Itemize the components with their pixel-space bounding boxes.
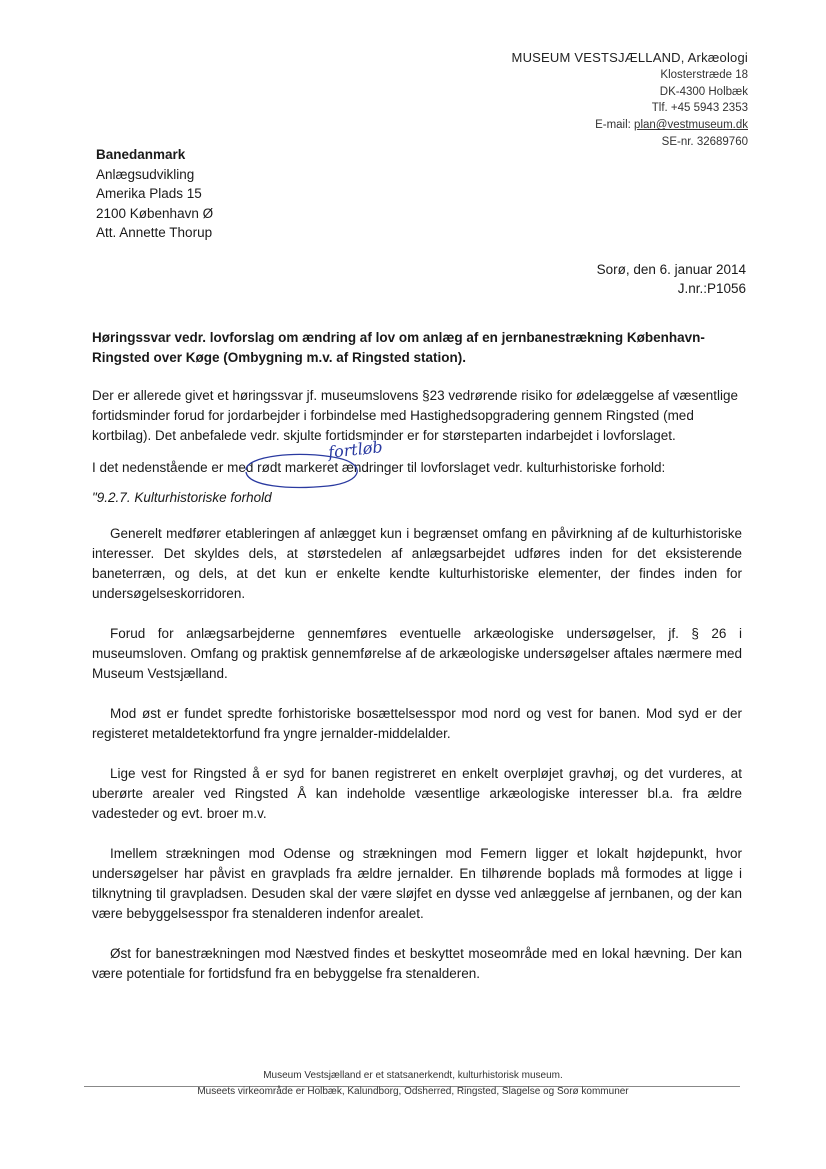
- recipient-att: Att. Annette Thorup: [96, 225, 213, 240]
- body-paragraph: Øst for banestrækningen mod Næstved findes et beskyttet moseområde med en lokal hævning. Der kan være potentiale for fortidsfund fra en bebyggelse fra stenalderen.: [92, 946, 742, 981]
- sender-email-link[interactable]: plan@vestmuseum.dk: [634, 119, 748, 132]
- subject-line: Høringssvar vedr. lovforslag om ændring af lov om anlæg af en jernbanestrækning København-Ringsted over Køge (Ombygning m.v. af Ringsted station).: [92, 330, 705, 365]
- sender-city: DK-4300 Holbæk: [659, 85, 748, 98]
- journal-number: J.nr.:P1056: [677, 281, 746, 296]
- section-heading: "9.2.7. Kulturhistoriske forhold: [92, 490, 272, 505]
- sender-email-row: [512, 117, 748, 134]
- recipient-street: Amerika Plads 15: [96, 186, 202, 201]
- recipient-name: Banedanmark: [96, 147, 186, 162]
- footer-line2: Museets virkeområde er Holbæk, Kalundborg, Odsherred, Ringsted, Slagelse og Sorø kommuner: [197, 1086, 629, 1097]
- recipient-address: [96, 145, 213, 243]
- sender-phone: Tlf. +45 5943 2353: [651, 102, 748, 115]
- place-date: Sorø, den 6. januar 2014: [596, 262, 746, 277]
- sender-se-nr: SE-nr. 32689760: [661, 135, 748, 148]
- body-paragraph: Lige vest for Ringsted å er syd for banen registreret en enkelt overpløjet gravhøj, og det vurderes, at uberørte arealer ved Ringsted Å kan indeholde væsentlige arkæologiske interesser bl.a. fra ældre vadesteder og evt. broer m.v.: [92, 766, 742, 821]
- sender-street: Klosterstræde 18: [660, 68, 748, 81]
- handwritten-annotation: fortløb: [327, 437, 384, 462]
- body-paragraph: Imellem strækningen mod Odense og strækningen mod Femern ligger et lokalt højdepunkt, hvor undersøgelser har påvist en gravplads fra ældre jernalder. En tilhørende boplads må formodes at ligge i tilknytning til gravpladsen. Desuden skal der være sløjfet en dysse ved anlæggelse af jernbanen, og der kan være bebyggelsesspor fra stenalderen indenfor arealet.: [92, 846, 742, 921]
- body-paragraph: Mod øst er fundet spredte forhistoriske bosættelsesspor mod nord og vest for banen. Mod syd er der registeret metaldetektorfund fra yngre jernalder-middelalder.: [92, 706, 742, 741]
- body-paragraph: Generelt medfører etableringen af anlægget kun i begrænset omfang en påvirkning af de kulturhistoriske interesser. Det skyldes dels, at størstedelen af anlægsarbejdet udføres inden for det eksisterende baneterræn, og dels, at det kun er enkelte kendte kulturhistoriske elementer, der findes inden for undersøgelseskorridoren.: [92, 526, 742, 601]
- letter-body: [92, 328, 742, 1004]
- recipient-dept: Anlægsudvikling: [96, 166, 195, 182]
- footer-line1: Museum Vestsjælland er et statsanerkendt, kulturhistorisk museum.: [263, 1070, 563, 1081]
- footer: [0, 1068, 826, 1100]
- sender-address: [512, 50, 748, 151]
- date-block: [597, 260, 746, 298]
- sender-email-label: E-mail:: [595, 119, 635, 132]
- marked-note: I det nedenstående er med rødt markeret ændringer til lovforslaget vedr. kulturhistoriske forhold:: [92, 460, 666, 475]
- recipient-city: 2100 København Ø: [96, 205, 214, 221]
- sender-org: MUSEUM VESTSJÆLLAND, Arkæologi: [511, 50, 748, 65]
- body-paragraph: Forud for anlægsarbejderne gennemføres eventuelle arkæologiske undersøgelser, jf. § 26 i museumsloven. Omfang og praktisk gennemførelse af de arkæologiske undersøgelser aftales nærmere med Museum Vestsjælland.: [92, 626, 742, 681]
- intro-paragraph: Der er allerede givet et høringssvar jf. museumslovens §23 vedrørende risiko for ødelæggelse af væsentlige fortidsminder forud for jordarbejder i forbindelse med Hastighedsopgradering gennem Ringsted (med kortbilag). Det anbefalede vedr. skjulte fortidsminder er for størsteparten indarbejdet i lovforslaget.: [92, 388, 739, 443]
